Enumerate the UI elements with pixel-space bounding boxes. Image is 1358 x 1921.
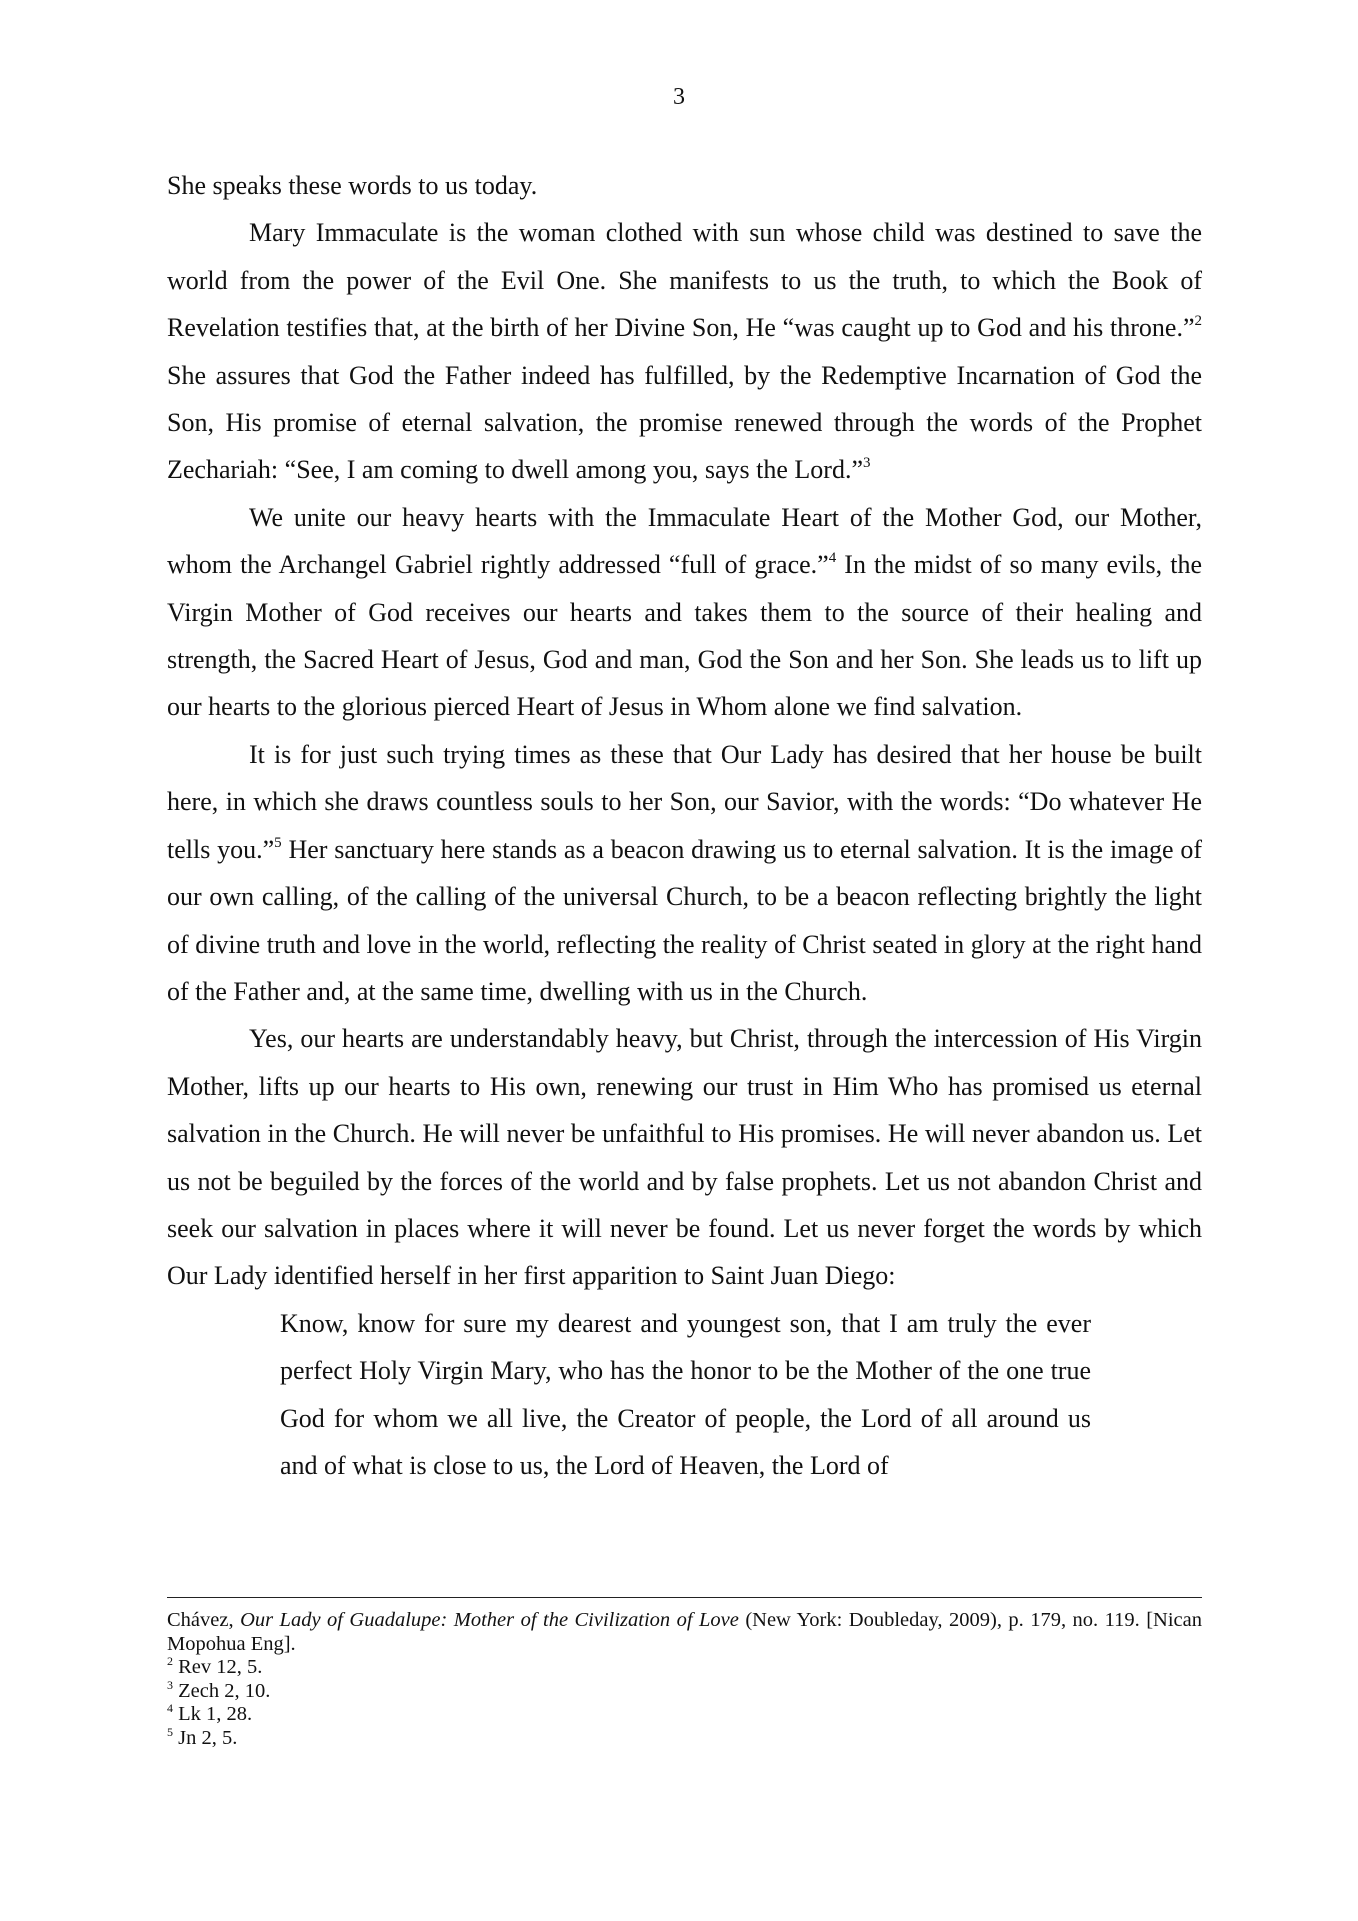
paragraph-text: Mary Immaculate is the woman clothed with sun whose child was destined to save the world from the power of the Evil One. She manifests to us the truth, to which the Book of Revelation testifies that, at the birth of her Divine Son, He “was caught up to God and his throne.” — [167, 218, 1202, 343]
footnote — [167, 1656, 1202, 1680]
body-text — [167, 162, 1202, 1489]
footnote-number: 5 — [167, 1724, 173, 1739]
footnote-reference: 4 — [828, 550, 837, 567]
footnote — [167, 1677, 1202, 1704]
page-number: 3 — [673, 84, 685, 110]
footnote-continued — [167, 1609, 1202, 1656]
footnote-prefix: Chávez, — [167, 1609, 241, 1631]
footnote-text: Lk 1, 28. — [173, 1703, 253, 1725]
paragraph-text: In the midst of so many evils, the Virgin Mother of God receives our hearts and takes them to the source of their healing and strength, the Sacred Heart of Jesus, God and man, God the Son and her Son. She leads us to lift up our hearts to the glorious pierced Heart of Jesus in Whom alone we find salvation. — [167, 550, 1202, 722]
footnote-number: 2 — [167, 1654, 173, 1668]
footnote — [167, 1724, 1202, 1751]
footnote-text: Rev 12, 5. — [173, 1656, 263, 1678]
paragraph — [167, 1015, 1202, 1299]
paragraph-text: Her sanctuary here stands as a beacon drawing us to eternal salvation. It is the image of our own calling, of the calling of the universal Church, to be a beacon reflecting brightly the light of divine truth and love in the world, reflecting the reality of Christ seated in glory at the right hand of the Father and, at the same time, dwelling with us in the Church. — [167, 834, 1202, 1006]
paragraph-text: She assures that God the Father indeed has fulfilled, by the Redemptive Incarnation of God the Son, His promise of eternal salvation, the promise renewed through the words of the Prophet Zechariah: “See, I am coming to dwell among you, says the Lord.” — [167, 360, 1202, 485]
footnotes — [167, 1609, 1202, 1750]
footnote-reference: 2 — [1194, 313, 1202, 330]
paragraph-text: It is for just such trying times as these that Our Lady has desired that her house be built here, in which she draws countless souls to her Son, our Savior, with the words: “Do whatever He tells you.” — [167, 739, 1202, 864]
paragraph-text: Yes, our hearts are understandably heavy, but Christ, through the intercession of His Virgin Mother, lifts up our hearts to His own, renewing our trust in Him Who has promised us eternal salvation in the Church. He will never be unfaithful to His promises. He will never abandon us. Let us not be beguiled by the forces of the world and by false prophets. Let us not abandon Christ and seek our salvation in places where it will never be found. Let us never forget the words by which Our Lady identified herself in her first apparition to Saint Juan Diego: — [167, 1024, 1202, 1291]
footnote-reference: 5 — [274, 834, 282, 851]
block-quote: Know, know for sure my dearest and youngest son, that I am truly the ever perfect Holy Virgin Mary, who has the honor to be the Mother of the one true God for whom we all live, the Creator of people, the Lord of all around us and of what is close to us, the Lord of Heaven, the Lord of — [280, 1308, 1091, 1480]
paragraph — [167, 162, 1202, 209]
footnote-number: 4 — [167, 1701, 173, 1715]
paragraph — [167, 209, 1202, 493]
footnote-text: Zech 2, 10. — [173, 1679, 271, 1702]
footnote-text: Jn 2, 5. — [173, 1726, 238, 1749]
footnote-suffix: (New York: Doubleday, 2009), p. 179, no. 119. [Nican Mopohua Eng]. — [167, 1609, 1202, 1655]
paragraph — [167, 731, 1202, 1015]
paragraph — [167, 494, 1202, 731]
paragraph-text: She speaks these words to us today. — [167, 171, 538, 200]
footnote-reference: 3 — [863, 455, 871, 472]
footnote-book-title: Our Lady of Guadalupe: Mother of the Civilization of Love — [240, 1609, 739, 1631]
footnote — [167, 1703, 1202, 1727]
paragraph-text: We unite our heavy hearts with the Immaculate Heart of the Mother God, our Mother, whom the Archangel Gabriel rightly addressed “full of grace.” — [167, 502, 1202, 580]
footnote-divider — [167, 1597, 1202, 1598]
footnote-number: 3 — [167, 1677, 173, 1692]
